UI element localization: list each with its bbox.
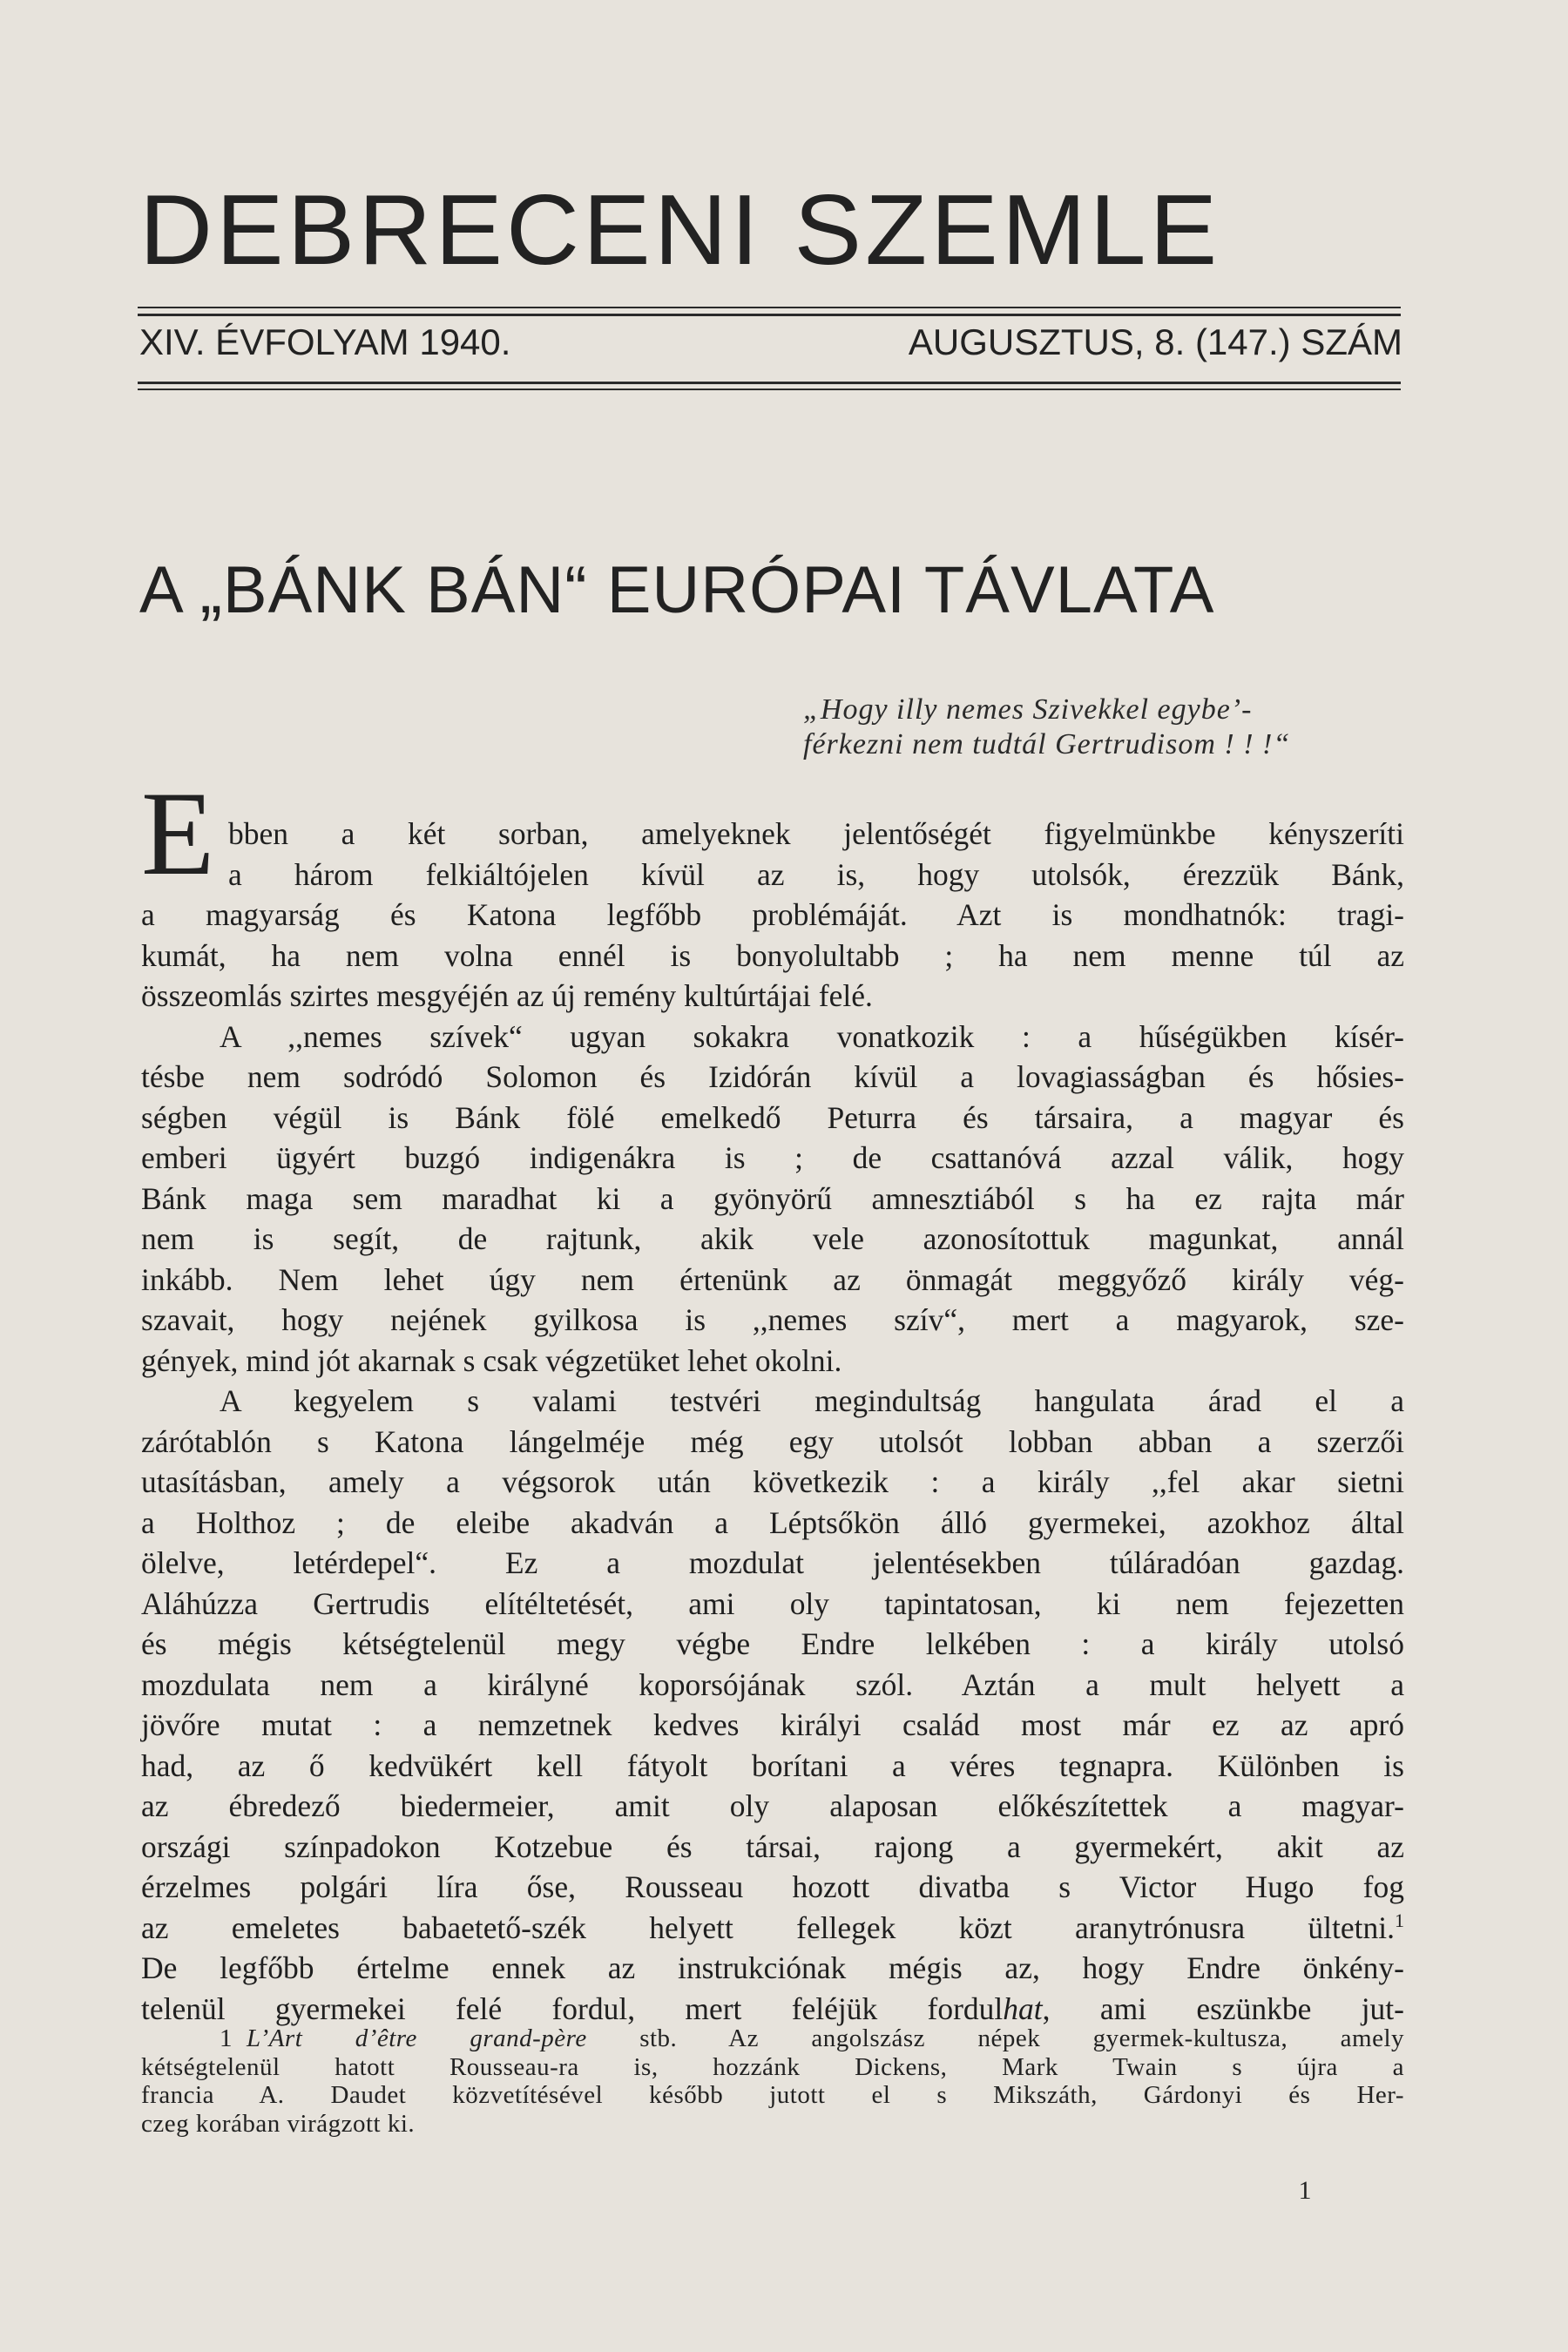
footnote-reference: 1: [1395, 1909, 1404, 1931]
body-line-text: , ami eszünkbe jut-: [1042, 1990, 1404, 2026]
footnote-line: [141, 2024, 1404, 2053]
body-line: inkább. Nem lehet úgy nem értenünk az önmagát meggyőző király vég-: [141, 1261, 1404, 1297]
drop-cap: E: [141, 767, 215, 900]
body-line: Aláhúzza Gertrudis elítéltetését, ami oly tapintatosan, ki nem fejezetten: [141, 1585, 1404, 1621]
body-line: tésbe nem sodródó Solomon és Izidórán kívül a lovagiasságban és hősies-: [141, 1059, 1404, 1094]
body-line: [141, 1908, 1404, 1949]
emphasized-text: hat: [1003, 1990, 1043, 2026]
issue-volume: XIV. ÉVFOLYAM 1940.: [139, 321, 511, 362]
body-line-text: az emeletes babaetető-szék helyett fellegek közt aranytrónusra ültetni.: [141, 1909, 1395, 1945]
body-line: és mégis kétségtelenül megy végbe Endre lelkében : a király utolsó: [141, 1626, 1404, 1661]
body-line: utasításban, amely a végsorok után következik : a király ,,fel akar sietni: [141, 1464, 1404, 1499]
epigraph-line: férkezni nem tudtál Gertrudisom ! ! !“: [803, 728, 1291, 760]
body-line: had, az ő kedvükért kell fátyolt borítani a véres tegnapra. Különben is: [141, 1747, 1404, 1783]
body-line: nem is segít, de rajtunk, akik vele azonosítottuk magunkat, annál: [141, 1221, 1404, 1256]
issue-number: AUGUSZTUS, 8. (147.) SZÁM: [908, 321, 1402, 362]
footnote-mark: 1: [220, 2024, 233, 2052]
issue-line: [139, 321, 1402, 362]
epigraph: [803, 693, 1413, 762]
body-line: összeomlás szirtes mesgyéjén az új remény kultúrtájai felé.: [141, 978, 873, 1013]
body-line-text: telenül gyermekei felé fordul, mert feléjük fordul: [141, 1990, 1004, 2026]
footnote-text: stb. Az angolszász népek gyermek-kultusza, amely: [639, 2024, 1404, 2052]
footnote-line: czeg korában virágzott ki.: [141, 2109, 416, 2138]
body-line: mozdulata nem a királyné koporsójának szól. Aztán a mult helyett a: [141, 1666, 1404, 1702]
body-line: kumát, ha nem volna ennél is bonyolultabb ; ha nem menne túl az: [141, 937, 1404, 973]
masthead-rule-bottom: [138, 389, 1401, 390]
footnote-line: kétségtelenül hatott Rousseau-ra is, hozzánk Dickens, Mark Twain s újra a: [141, 2052, 1404, 2081]
body-line: zárótablón s Katona lángelméje még egy utolsót lobban abban a szerzői: [141, 1423, 1404, 1459]
footnote-line: francia A. Daudet közvetítésével később jutott el s Mikszáth, Gárdonyi és Her-: [141, 2081, 1404, 2109]
body-line: ölelve, letérdepel“. Ez a mozdulat jelentésekben túláradóan gazdag.: [141, 1545, 1404, 1580]
body-line: A ,,nemes szívek“ ugyan sokakra vonatkozik : a hűségükben kísér-: [220, 1018, 1404, 1054]
body-line: ségben végül is Bánk fölé emelkedő Peturra és társaira, a magyar és: [141, 1099, 1404, 1135]
body-line: szavait, hogy nejének gyilkosa is ,,nemes szív“, mert a magyarok, sze-: [141, 1302, 1404, 1337]
body-line: az ébredező biedermeier, amit oly alaposan előkészítettek a magyar-: [141, 1788, 1404, 1823]
masthead-rule-top: [138, 307, 1401, 308]
body-line: a Holthoz ; de eleibe akadván a Léptsőkön álló gyermekei, azokhoz által: [141, 1504, 1404, 1540]
body-line: jövőre mutat : a nemzetnek kedves királyi család most már ez az apró: [141, 1707, 1404, 1742]
body-line: Bánk maga sem maradhat ki a gyönyörű amnesztiából s ha ez rajta már: [141, 1180, 1404, 1216]
page-number: 1: [1298, 2176, 1312, 2205]
body-line: a három felkiáltójelen kívül az is, hogy utolsók, érezzük Bánk,: [228, 856, 1404, 892]
body-line: a magyarság és Katona legfőbb problémáját. Azt is mondhatnók: tragi-: [141, 897, 1404, 932]
body-line: A kegyelem s valami testvéri megindultság hangulata árad el a: [220, 1383, 1404, 1418]
body-line: De legfőbb értelme ennek az instrukciónak mégis az, hogy Endre önkény-: [141, 1950, 1404, 1985]
article-body: [141, 814, 1404, 2029]
body-line: bben a két sorban, amelyeknek jelentőségét figyelmünkbe kényszeríti: [228, 816, 1404, 851]
footnote-cited-title: L’Art d’être grand-père: [247, 2024, 587, 2052]
masthead-rule-top-thick: [138, 314, 1401, 316]
epigraph-line: „Hogy illy nemes Szivekkel egybe’-: [803, 693, 1253, 726]
body-line: [141, 1989, 1404, 2030]
journal-masthead: DEBRECENI SZEMLE: [139, 175, 1221, 286]
body-line: országi színpadokon Kotzebue és társai, rajong a gyermekért, akit az: [141, 1828, 1404, 1864]
footnote: [141, 2024, 1404, 2138]
article-title: A „BÁNK BÁN“ EURÓPAI TÁVLATA: [139, 553, 1215, 627]
masthead-rule-bottom-thick: [138, 382, 1401, 384]
body-line: gények, mind jót akarnak s csak végzetüket lehet okolni.: [141, 1342, 842, 1378]
body-line: emberi ügyért buzgó indigenákra is ; de csattanóvá azzal válik, hogy: [141, 1140, 1404, 1175]
body-line: érzelmes polgári líra őse, Rousseau hozott divatba s Victor Hugo fog: [141, 1869, 1404, 1904]
